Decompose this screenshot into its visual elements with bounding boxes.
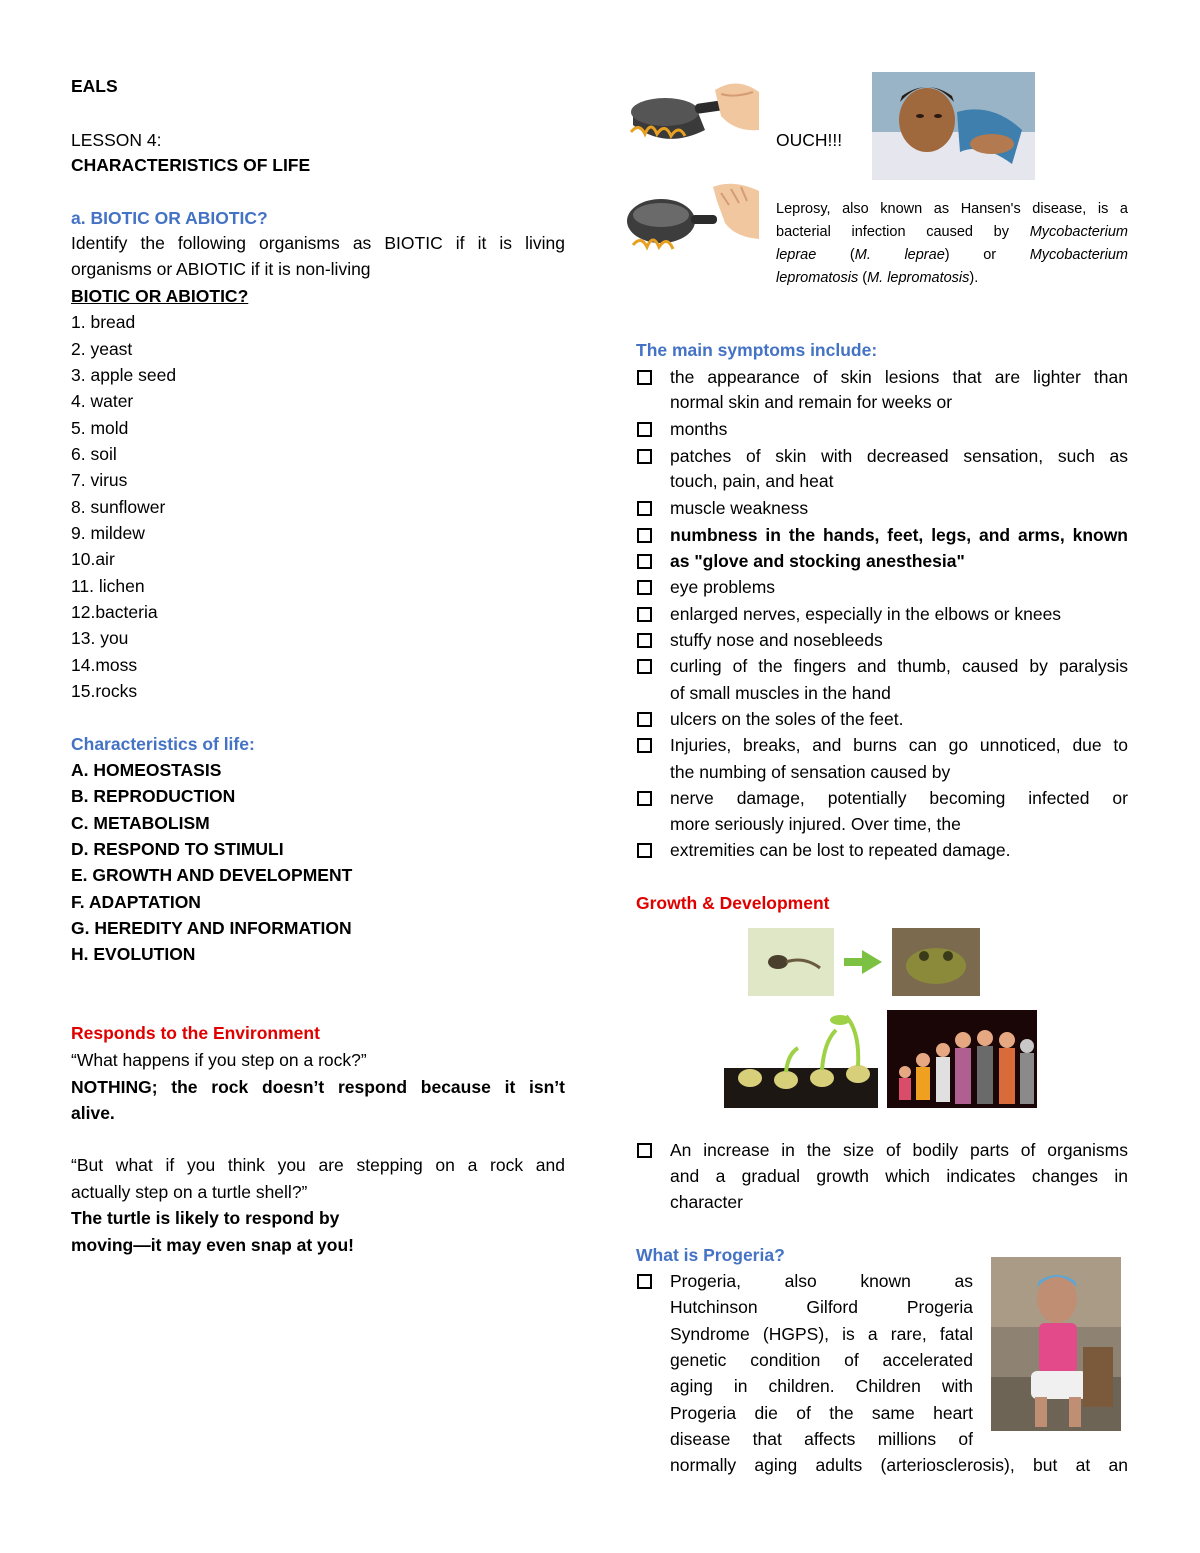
list-item: 6. soil	[71, 444, 117, 464]
progeria-line: normally aging adults (arteriosclerosis), but at an	[670, 1455, 1128, 1475]
list-item: 10.air	[71, 549, 115, 569]
list-item: 9. mildew	[71, 523, 145, 543]
leprosy-caption-line: leprae (M. leprae) or Mycobacterium	[776, 247, 1128, 263]
characteristic-item: E. GROWTH AND DEVELOPMENT	[71, 865, 353, 885]
list-item: 1. bread	[71, 312, 136, 332]
symptom-line: eye problems	[670, 577, 776, 597]
leprosy-caption-line: lepromatosis (M. lepromatosis).	[776, 270, 979, 286]
checkbox-icon	[637, 554, 652, 569]
list-item: 2. yeast	[71, 339, 133, 359]
progeria-line: Progeria die of the same heart	[670, 1403, 973, 1423]
checkbox-icon	[637, 501, 652, 516]
symptom-line: Injuries, breaks, and burns can go unnoticed, due to	[670, 735, 1128, 755]
growth-heading: Growth & Development	[636, 893, 830, 913]
environment-heading: Responds to the Environment	[71, 1023, 320, 1043]
symptom-line: months	[670, 419, 728, 439]
symptom-line: nerve damage, potentially becoming infected or	[670, 788, 1128, 808]
symptom-line: normal skin and remain for weeks or	[670, 392, 953, 412]
symptom-line: as "glove and stocking anesthesia"	[670, 551, 965, 571]
checkbox-icon	[637, 449, 652, 464]
characteristic-item: F. ADAPTATION	[71, 892, 201, 912]
checkbox-icon	[637, 712, 652, 727]
checkbox-icon	[637, 528, 652, 543]
checkbox-icon	[637, 1143, 652, 1158]
symptom-line: the appearance of skin lesions that are lighter than	[670, 367, 1128, 387]
growth-line: and a gradual growth which indicates changes in	[670, 1166, 1128, 1186]
progeria-line: aging in children. Children with	[670, 1376, 973, 1396]
leprosy-caption-line: Leprosy, also known as Hansen's disease, is a	[776, 201, 1128, 217]
progeria-line: Syndrome (HGPS), is a rare, fatal	[670, 1324, 973, 1344]
checkbox-icon	[637, 633, 652, 648]
environment-answer-1b: alive.	[71, 1103, 115, 1123]
growth-line: An increase in the size of bodily parts of organisms	[670, 1140, 1128, 1160]
checkbox-icon	[637, 580, 652, 595]
environment-question-1: “What happens if you step on a rock?”	[71, 1050, 367, 1070]
checkbox-icon	[637, 422, 652, 437]
checkbox-icon	[637, 659, 652, 674]
checkbox-icon	[637, 370, 652, 385]
progeria-heading: What is Progeria?	[636, 1245, 785, 1265]
checkbox-icon	[637, 791, 652, 806]
environment-answer-2b: moving—it may even snap at you!	[71, 1235, 354, 1255]
sprouting-seeds-image	[724, 1008, 878, 1108]
environment-question-2: “But what if you think you are stepping on a rock and	[71, 1155, 565, 1175]
checkbox-icon	[637, 738, 652, 753]
burned-hand-image	[625, 175, 760, 270]
hot-pan-image	[625, 70, 760, 165]
characteristics-heading: Characteristics of life:	[71, 734, 255, 754]
environment-answer-2: The turtle is likely to respond by	[71, 1208, 340, 1228]
lesson-topic: CHARACTERISTICS OF LIFE	[71, 155, 311, 175]
lesson-number: LESSON 4:	[71, 130, 162, 150]
growth-line: character	[670, 1192, 743, 1212]
tadpole-to-frog-image	[748, 928, 980, 996]
leprosy-caption	[776, 198, 1128, 290]
list-item: 8. sunflower	[71, 497, 166, 517]
list-item: 3. apple seed	[71, 365, 177, 385]
symptom-line: extremities can be lost to repeated damage.	[670, 840, 1011, 860]
biotic-instruction-2: organisms or ABIOTIC if it is non-living	[71, 259, 371, 279]
characteristic-item: H. EVOLUTION	[71, 944, 196, 964]
symptom-line: the numbing of sensation caused by	[670, 762, 951, 782]
symptom-line: curling of the fingers and thumb, caused by paralysis	[670, 656, 1128, 676]
symptom-line: numbness in the hands, feet, legs, and arms, known	[670, 525, 1128, 545]
progeria-line: Progeria, also known as	[670, 1271, 973, 1291]
list-item: 4. water	[71, 391, 134, 411]
progeria-child-photo	[991, 1257, 1121, 1431]
characteristic-item: G. HEREDITY AND INFORMATION	[71, 918, 352, 938]
biotic-subheading: BIOTIC OR ABIOTIC?	[71, 286, 249, 306]
list-item: 14.moss	[71, 655, 138, 675]
checkbox-icon	[637, 607, 652, 622]
checkbox-icon	[637, 843, 652, 858]
progeria-line: Hutchinson Gilford Progeria	[670, 1297, 973, 1317]
leprosy-caption-line: bacterial infection caused by Mycobacterium	[776, 224, 1128, 240]
doc-title: EALS	[71, 76, 118, 96]
list-item: 5. mold	[71, 418, 129, 438]
ouch-text: OUCH!!!	[776, 130, 843, 150]
list-item: 15.rocks	[71, 681, 138, 701]
environment-answer-1: NOTHING; the rock doesn’t respond because it isn’t	[71, 1077, 565, 1097]
list-item: 11. lichen	[71, 576, 145, 596]
biotic-heading: a. BIOTIC OR ABIOTIC?	[71, 208, 268, 228]
checkbox-icon	[637, 1274, 652, 1289]
symptom-line: patches of skin with decreased sensation, such as	[670, 446, 1128, 466]
symptom-line: muscle weakness	[670, 498, 809, 518]
human-growth-stages-image	[887, 1010, 1037, 1108]
symptom-line: enlarged nerves, especially in the elbows or knees	[670, 604, 1062, 624]
list-item: 13. you	[71, 628, 129, 648]
characteristic-item: C. METABOLISM	[71, 813, 210, 833]
leprosy-patient-photo	[872, 72, 1035, 180]
characteristic-item: D. RESPOND TO STIMULI	[71, 839, 284, 859]
symptom-line: more seriously injured. Over time, the	[670, 814, 961, 834]
symptom-line: touch, pain, and heat	[670, 471, 834, 491]
symptom-line: ulcers on the soles of the feet.	[670, 709, 904, 729]
list-item: 12.bacteria	[71, 602, 158, 622]
characteristic-item: B. REPRODUCTION	[71, 786, 236, 806]
symptoms-heading: The main symptoms include:	[636, 340, 878, 360]
list-item: 7. virus	[71, 470, 128, 490]
progeria-line: genetic condition of accelerated	[670, 1350, 973, 1370]
characteristic-item: A. HOMEOSTASIS	[71, 760, 222, 780]
symptom-line: stuffy nose and nosebleeds	[670, 630, 883, 650]
progeria-line: disease that affects millions of	[670, 1429, 973, 1449]
symptom-line: of small muscles in the hand	[670, 683, 891, 703]
biotic-instruction-1: Identify the following organisms as BIOTIC if it is living	[71, 233, 565, 253]
environment-question-2b: actually step on a turtle shell?”	[71, 1182, 308, 1202]
